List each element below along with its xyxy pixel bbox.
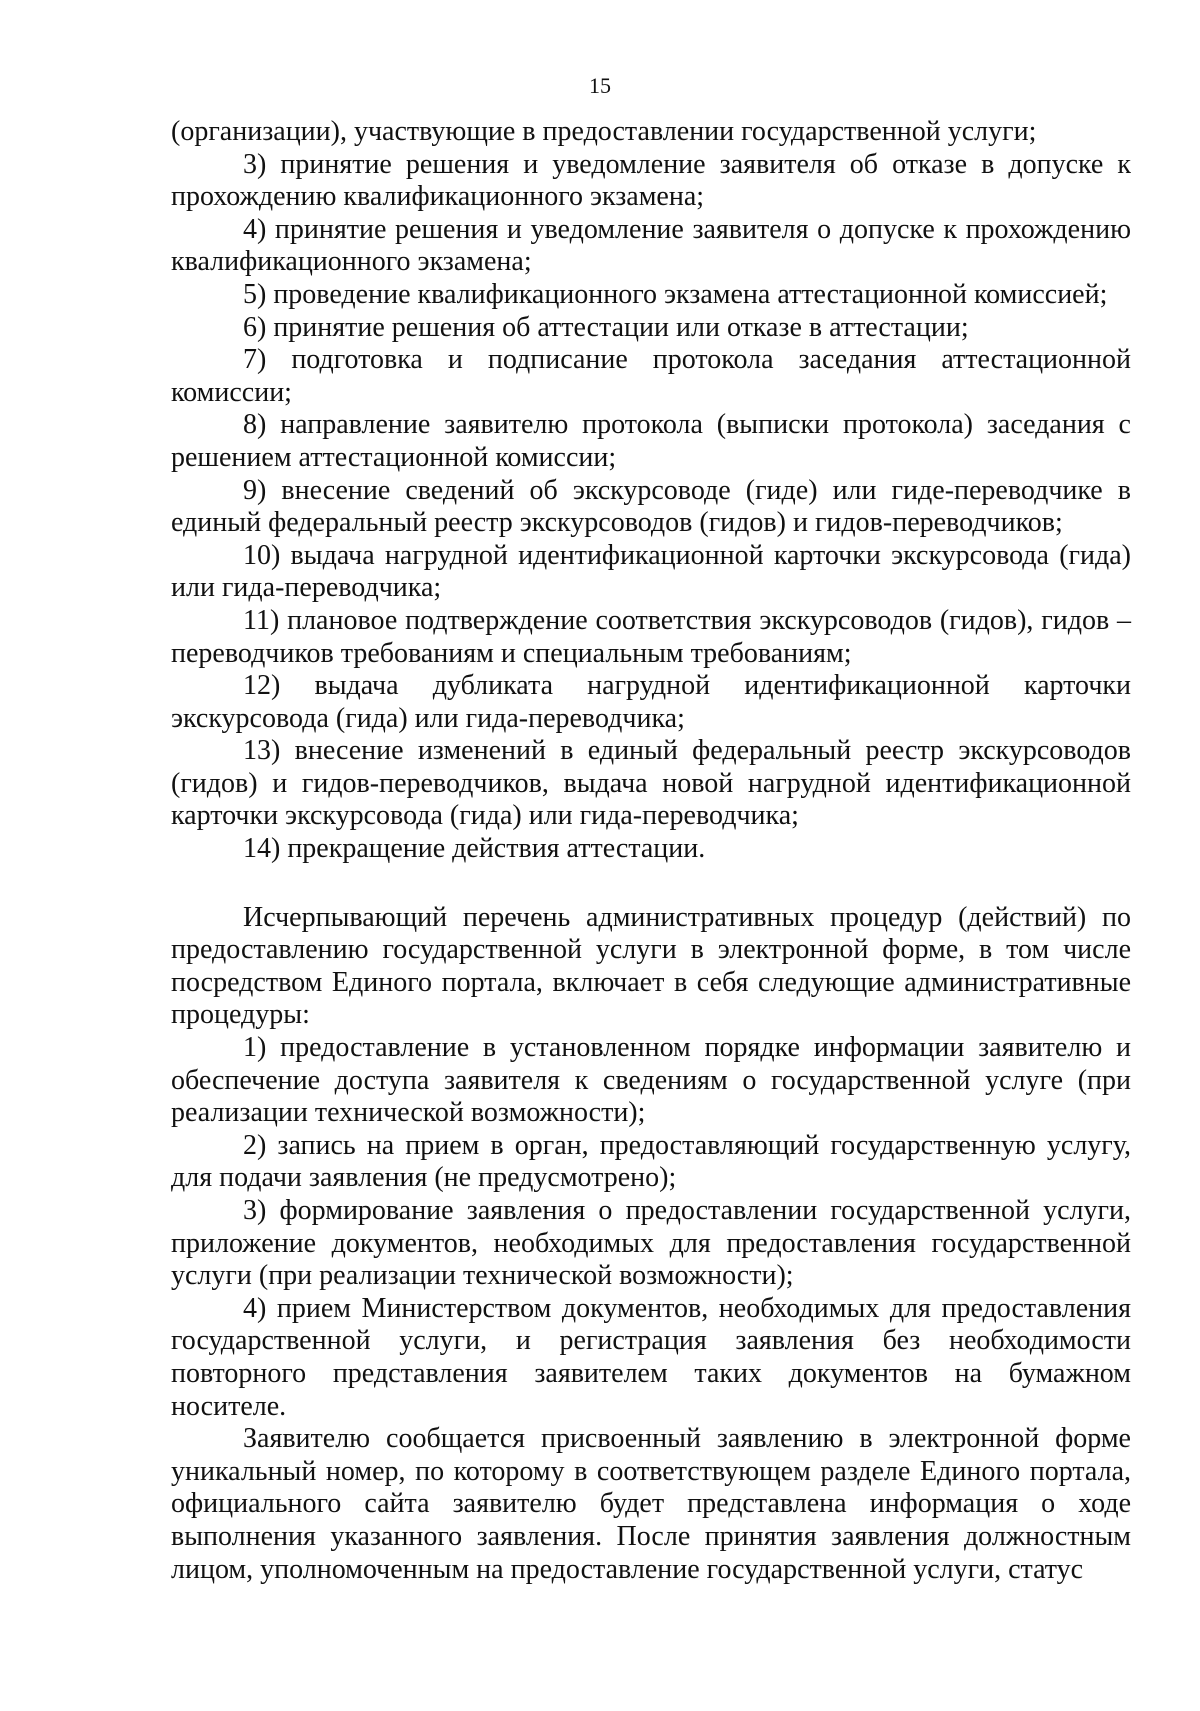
intro-paragraph: Исчерпывающий перечень административных процедур (действий) по предоставлению государственной услуги в электронной форме, в том числе посредством Единого портала, включает в себя следующие административные процедуры: [171, 901, 1131, 1031]
list-item: 3) принятие решения и уведомление заявителя об отказе в допуске к прохождению квалификационного экзамена; [171, 148, 1131, 213]
list-item: 4) прием Министерством документов, необходимых для предоставления государственной услуги, и регистрация заявления без необходимости повторного представления заявителем таких документов на бумажном носителе. [171, 1292, 1131, 1422]
list-item: 2) запись на прием в орган, предоставляющий государственную услугу, для подачи заявления (не предусмотрено); [171, 1129, 1131, 1194]
list-item: 7) подготовка и подписание протокола заседания аттестационной комиссии; [171, 344, 1131, 408]
list-item: 10) выдача нагрудной идентификационной карточки экскурсовода (гида) или гида-переводчика; [171, 539, 1131, 604]
list-item: 1) предоставление в установленном порядке информации заявителю и обеспечение доступа заявителя к сведениям о государственной услуге (при реализации технической возможности); [171, 1032, 1131, 1129]
list-item: 8) направление заявителю протокола (выписки протокола) заседания с решением аттестационной комиссии; [171, 409, 1131, 473]
list-item: 5) проведение квалификационного экзамена аттестационной комиссией; [243, 278, 1108, 310]
list-item: 14) прекращение действия аттестации. [243, 833, 706, 865]
list-item: 13) внесение изменений в единый федеральный реестр экскурсоводов (гидов) и гидов-переводчиков, выдача новой нагрудной идентификационной карточки экскурсовода (гида) или гида-переводчика; [171, 735, 1131, 832]
list-item: (организации), участвующие в предоставлении государственной услуги; [171, 116, 1037, 147]
list-item: 11) плановое подтверждение соответствия экскурсоводов (гидов), гидов – переводчиков требованиям и специальным требованиям; [171, 604, 1131, 669]
list-item: 12) выдача дубликата нагрудной идентификационной карточки экскурсовода (гида) или гида-переводчика; [171, 670, 1131, 734]
document-body [171, 116, 1131, 1586]
list-item: 3) формирование заявления о предоставлении государственной услуги, приложение документов, необходимых для предоставления государственной услуги (при реализации технической возможности); [171, 1195, 1131, 1292]
list-item: 4) принятие решения и уведомление заявителя о допуске к прохождению квалификационного экзамена; [171, 213, 1131, 278]
final-paragraph: Заявителю сообщается присвоенный заявлению в электронной форме уникальный номер, по которому в соответствующем разделе Единого портала, официального сайта заявителю будет представлена информация о ходе выполнения указанного заявления. После принятия заявления должностным лицом, уполномоченным на предоставление государственной услуги, статус [171, 1423, 1131, 1585]
list-item: 9) внесение сведений об экскурсоводе (гиде) или гиде-переводчике в единый федеральный реестр экскурсоводов (гидов) и гидов-переводчиков; [171, 474, 1131, 539]
page-number: 15 [589, 73, 611, 98]
list-item: 6) принятие решения об аттестации или отказе в аттестации; [243, 311, 969, 343]
